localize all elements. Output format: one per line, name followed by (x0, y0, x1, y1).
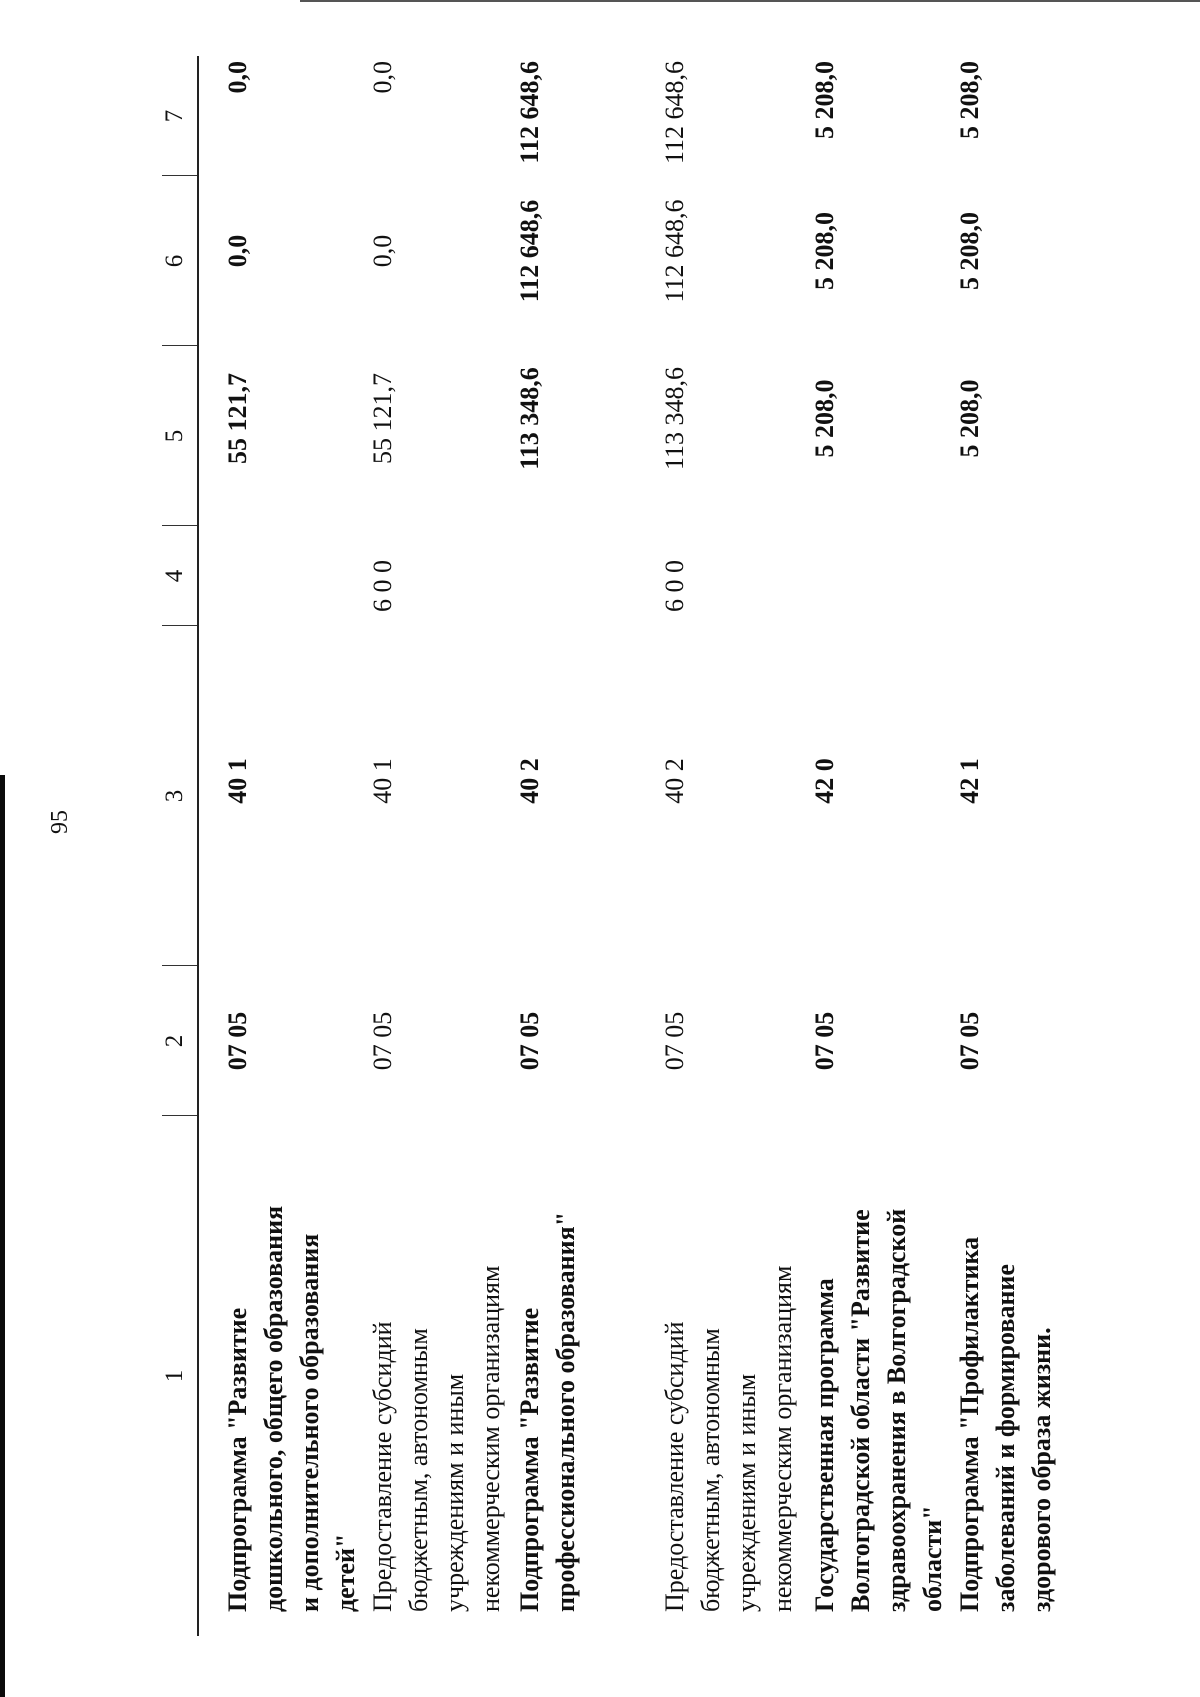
header-col-2: 2 (161, 1034, 188, 1048)
row-name: Подпрограмма "Развитие дошкольного, общего образования и дополнительного образования детей" (223, 1205, 360, 1612)
header-col-4: 4 (161, 569, 188, 583)
row-amount-1: 55 121,7 (368, 373, 397, 464)
header-col-7: 7 (161, 109, 188, 123)
row-amount-3: 5 208,0 (955, 61, 984, 139)
row-section-code: 07 05 (660, 1011, 689, 1071)
row-program-code: 40 2 (515, 758, 544, 804)
row-name: Подпрограмма "Развитие профессионального образования" (515, 1211, 580, 1612)
row-amount-3: 0,0 (368, 61, 397, 94)
scan-edge-top (300, 0, 1200, 2)
row-amount-2: 0,0 (223, 234, 252, 268)
row-program-code: 40 1 (223, 758, 252, 804)
budget-table (152, 56, 1064, 1636)
row-amount-1: 5 208,0 (955, 379, 984, 458)
row-amount-3: 5 208,0 (810, 61, 839, 139)
row-name: Предоставление субсидий бюджетным, автономным учреждениям и иным некоммерческим организациям (368, 1265, 505, 1612)
row-amount-2: 0,0 (368, 234, 397, 268)
row-name: Подпрограмма "Профилактика заболеваний и формирование здорового образа жизни. (955, 1236, 1056, 1612)
row-amount-2: 5 208,0 (810, 212, 839, 290)
row-amount-3: 112 648,6 (660, 61, 689, 165)
row-program-code: 40 1 (368, 758, 397, 804)
page-number: 95 (47, 810, 73, 834)
row-expense-type: 6 0 0 (660, 560, 689, 612)
row-amount-2: 112 648,6 (515, 199, 544, 303)
row-name: Предоставление субсидий бюджетным, автономным учреждениям и иным некоммерческим организациям (660, 1265, 797, 1612)
header-col-1: 1 (161, 1369, 188, 1383)
header-col-5: 5 (161, 429, 188, 443)
table-header-row (152, 56, 199, 1636)
row-section-code: 07 05 (223, 1011, 252, 1071)
row-amount-1: 113 348,6 (660, 366, 689, 471)
row-program-code: 42 0 (810, 758, 839, 804)
row-amount-3: 0,0 (223, 61, 252, 94)
row-section-code: 07 05 (810, 1011, 839, 1071)
row-section-code: 07 05 (955, 1011, 984, 1071)
row-program-code: 42 1 (955, 758, 984, 804)
header-col-6: 6 (161, 254, 188, 268)
row-program-code: 40 2 (660, 758, 689, 804)
row-amount-1: 5 208,0 (810, 379, 839, 458)
row-amount-3: 112 648,6 (515, 61, 544, 164)
row-section-code: 07 05 (368, 1011, 397, 1071)
row-amount-2: 5 208,0 (955, 212, 984, 290)
row-expense-type: 6 0 0 (368, 560, 397, 612)
row-amount-2: 112 648,6 (660, 199, 689, 303)
row-amount-1: 113 348,6 (515, 367, 544, 470)
row-name: Государственная программа Волгоградской области "Развитие здравоохранения в Волгоградской области" (810, 1208, 947, 1612)
header-col-3: 3 (161, 789, 188, 803)
scan-edge-left (0, 775, 5, 1697)
row-section-code: 07 05 (515, 1011, 544, 1071)
row-amount-1: 55 121,7 (223, 373, 252, 464)
